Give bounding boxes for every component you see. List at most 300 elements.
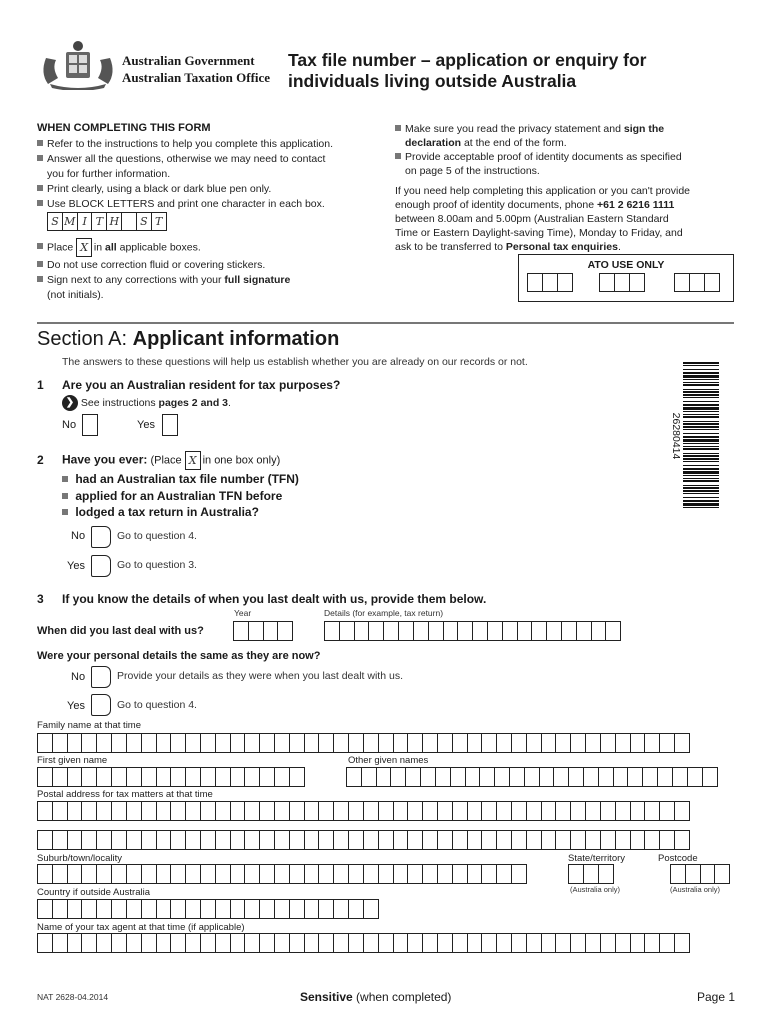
family-name-field[interactable]	[37, 733, 689, 753]
char-box[interactable]	[481, 801, 497, 821]
char-box[interactable]	[333, 933, 349, 953]
char-box[interactable]	[600, 933, 616, 953]
char-box[interactable]	[615, 830, 631, 850]
char-box[interactable]	[570, 733, 586, 753]
char-box[interactable]	[659, 801, 675, 821]
char-box[interactable]	[318, 830, 334, 850]
char-box[interactable]	[378, 830, 394, 850]
char-box[interactable]	[428, 621, 444, 641]
char-box[interactable]	[141, 767, 157, 787]
char-box[interactable]	[407, 733, 423, 753]
char-box[interactable]	[170, 830, 186, 850]
char-box[interactable]	[467, 830, 483, 850]
char-box[interactable]	[230, 864, 246, 884]
char-box[interactable]	[570, 933, 586, 953]
postal-address-line2[interactable]	[37, 830, 689, 850]
char-box[interactable]	[37, 830, 53, 850]
char-box[interactable]	[644, 733, 660, 753]
char-box[interactable]	[674, 830, 690, 850]
char-box[interactable]	[339, 621, 355, 641]
char-box[interactable]	[170, 864, 186, 884]
char-box[interactable]	[37, 767, 53, 787]
char-box[interactable]	[52, 733, 68, 753]
char-box[interactable]	[215, 864, 231, 884]
char-box[interactable]	[141, 899, 157, 919]
char-box[interactable]	[274, 933, 290, 953]
char-box[interactable]	[348, 830, 364, 850]
char-box[interactable]	[378, 801, 394, 821]
char-box[interactable]	[170, 767, 186, 787]
char-box[interactable]	[555, 830, 571, 850]
char-box[interactable]	[126, 767, 142, 787]
char-box[interactable]	[304, 801, 320, 821]
char-box[interactable]	[511, 733, 527, 753]
char-box[interactable]	[657, 767, 673, 787]
char-box[interactable]	[274, 767, 290, 787]
char-box[interactable]	[467, 933, 483, 953]
char-box[interactable]	[274, 864, 290, 884]
char-box[interactable]	[96, 899, 112, 919]
char-box[interactable]	[318, 733, 334, 753]
char-box[interactable]	[170, 899, 186, 919]
char-box[interactable]	[443, 621, 459, 641]
char-box[interactable]	[348, 864, 364, 884]
char-box[interactable]	[452, 801, 468, 821]
q1-yes-checkbox[interactable]	[162, 414, 178, 436]
char-box[interactable]	[333, 733, 349, 753]
char-box[interactable]	[541, 801, 557, 821]
char-box[interactable]	[435, 767, 451, 787]
postal-address-line1[interactable]	[37, 801, 689, 821]
char-box[interactable]	[615, 933, 631, 953]
char-box[interactable]	[644, 830, 660, 850]
char-box[interactable]	[126, 899, 142, 919]
char-box[interactable]	[304, 864, 320, 884]
char-box[interactable]	[555, 733, 571, 753]
char-box[interactable]	[324, 621, 340, 641]
char-box[interactable]	[289, 933, 305, 953]
char-box[interactable]	[553, 767, 569, 787]
char-box[interactable]	[598, 864, 614, 884]
char-box[interactable]	[407, 933, 423, 953]
char-box[interactable]	[141, 830, 157, 850]
char-box[interactable]	[111, 830, 127, 850]
char-box[interactable]	[96, 933, 112, 953]
char-box[interactable]	[576, 621, 592, 641]
char-box[interactable]	[259, 830, 275, 850]
char-box[interactable]	[141, 864, 157, 884]
char-box[interactable]	[393, 733, 409, 753]
char-box[interactable]	[644, 801, 660, 821]
char-box[interactable]	[568, 864, 584, 884]
char-box[interactable]	[393, 864, 409, 884]
char-box[interactable]	[185, 733, 201, 753]
char-box[interactable]	[591, 621, 607, 641]
q3-year-field[interactable]	[233, 621, 292, 641]
char-box[interactable]	[170, 801, 186, 821]
char-box[interactable]	[585, 733, 601, 753]
char-box[interactable]	[511, 864, 527, 884]
char-box[interactable]	[481, 830, 497, 850]
char-box[interactable]	[700, 864, 716, 884]
char-box[interactable]	[346, 767, 362, 787]
char-box[interactable]	[111, 933, 127, 953]
char-box[interactable]	[259, 899, 275, 919]
char-box[interactable]	[368, 621, 384, 641]
char-box[interactable]	[422, 830, 438, 850]
char-box[interactable]	[407, 864, 423, 884]
char-box[interactable]	[630, 801, 646, 821]
char-box[interactable]	[244, 801, 260, 821]
char-box[interactable]	[81, 864, 97, 884]
char-box[interactable]	[52, 933, 68, 953]
char-box[interactable]	[437, 933, 453, 953]
char-box[interactable]	[393, 830, 409, 850]
char-box[interactable]	[481, 864, 497, 884]
char-box[interactable]	[413, 621, 429, 641]
char-box[interactable]	[230, 899, 246, 919]
char-box[interactable]	[170, 733, 186, 753]
char-box[interactable]	[670, 864, 686, 884]
char-box[interactable]	[615, 733, 631, 753]
char-box[interactable]	[200, 933, 216, 953]
char-box[interactable]	[511, 933, 527, 953]
char-box[interactable]	[363, 899, 379, 919]
char-box[interactable]	[111, 733, 127, 753]
char-box[interactable]	[511, 801, 527, 821]
char-box[interactable]	[496, 830, 512, 850]
char-box[interactable]	[467, 801, 483, 821]
char-box[interactable]	[615, 801, 631, 821]
char-box[interactable]	[244, 733, 260, 753]
char-box[interactable]	[141, 933, 157, 953]
char-box[interactable]	[348, 933, 364, 953]
char-box[interactable]	[672, 767, 688, 787]
char-box[interactable]	[570, 801, 586, 821]
char-box[interactable]	[81, 733, 97, 753]
char-box[interactable]	[583, 864, 599, 884]
char-box[interactable]	[685, 864, 701, 884]
char-box[interactable]	[348, 801, 364, 821]
char-box[interactable]	[390, 767, 406, 787]
char-box[interactable]	[200, 899, 216, 919]
char-box[interactable]	[96, 864, 112, 884]
char-box[interactable]	[509, 767, 525, 787]
char-box[interactable]	[248, 621, 264, 641]
char-box[interactable]	[659, 733, 675, 753]
char-box[interactable]	[702, 767, 718, 787]
char-box[interactable]	[126, 864, 142, 884]
char-box[interactable]	[156, 767, 172, 787]
char-box[interactable]	[422, 933, 438, 953]
char-box[interactable]	[156, 933, 172, 953]
char-box[interactable]	[318, 864, 334, 884]
q3-yes-checkbox[interactable]	[91, 694, 111, 716]
char-box[interactable]	[67, 830, 83, 850]
char-box[interactable]	[472, 621, 488, 641]
char-box[interactable]	[318, 801, 334, 821]
char-box[interactable]	[526, 830, 542, 850]
char-box[interactable]	[230, 830, 246, 850]
char-box[interactable]	[81, 767, 97, 787]
char-box[interactable]	[185, 933, 201, 953]
char-box[interactable]	[52, 830, 68, 850]
char-box[interactable]	[259, 864, 275, 884]
char-box[interactable]	[200, 830, 216, 850]
char-box[interactable]	[517, 621, 533, 641]
char-box[interactable]	[642, 767, 658, 787]
char-box[interactable]	[215, 933, 231, 953]
char-box[interactable]	[526, 933, 542, 953]
char-box[interactable]	[67, 899, 83, 919]
q2-yes-checkbox[interactable]	[91, 555, 111, 577]
char-box[interactable]	[289, 733, 305, 753]
char-box[interactable]	[502, 621, 518, 641]
char-box[interactable]	[333, 864, 349, 884]
char-box[interactable]	[541, 933, 557, 953]
char-box[interactable]	[481, 933, 497, 953]
state-field[interactable]	[568, 864, 612, 884]
q3-no-checkbox[interactable]	[91, 666, 111, 688]
char-box[interactable]	[405, 767, 421, 787]
char-box[interactable]	[630, 830, 646, 850]
char-box[interactable]	[361, 767, 377, 787]
char-box[interactable]	[289, 864, 305, 884]
char-box[interactable]	[96, 767, 112, 787]
char-box[interactable]	[185, 830, 201, 850]
char-box[interactable]	[304, 830, 320, 850]
char-box[interactable]	[289, 899, 305, 919]
char-box[interactable]	[363, 864, 379, 884]
char-box[interactable]	[318, 933, 334, 953]
char-box[interactable]	[452, 933, 468, 953]
char-box[interactable]	[541, 733, 557, 753]
char-box[interactable]	[376, 767, 392, 787]
char-box[interactable]	[156, 801, 172, 821]
char-box[interactable]	[37, 733, 53, 753]
char-box[interactable]	[487, 621, 503, 641]
char-box[interactable]	[378, 864, 394, 884]
char-box[interactable]	[67, 933, 83, 953]
char-box[interactable]	[363, 830, 379, 850]
char-box[interactable]	[450, 767, 466, 787]
char-box[interactable]	[452, 733, 468, 753]
char-box[interactable]	[37, 899, 53, 919]
char-box[interactable]	[407, 830, 423, 850]
char-box[interactable]	[263, 621, 279, 641]
char-box[interactable]	[170, 933, 186, 953]
char-box[interactable]	[289, 830, 305, 850]
char-box[interactable]	[613, 767, 629, 787]
char-box[interactable]	[156, 733, 172, 753]
char-box[interactable]	[605, 621, 621, 641]
char-box[interactable]	[674, 933, 690, 953]
char-box[interactable]	[407, 801, 423, 821]
char-box[interactable]	[494, 767, 510, 787]
char-box[interactable]	[96, 801, 112, 821]
char-box[interactable]	[524, 767, 540, 787]
char-box[interactable]	[465, 767, 481, 787]
char-box[interactable]	[496, 801, 512, 821]
char-box[interactable]	[714, 864, 730, 884]
char-box[interactable]	[81, 933, 97, 953]
char-box[interactable]	[230, 767, 246, 787]
char-box[interactable]	[383, 621, 399, 641]
char-box[interactable]	[561, 621, 577, 641]
char-box[interactable]	[437, 864, 453, 884]
char-box[interactable]	[348, 733, 364, 753]
char-box[interactable]	[452, 830, 468, 850]
char-box[interactable]	[67, 767, 83, 787]
char-box[interactable]	[96, 733, 112, 753]
postcode-field[interactable]	[670, 864, 729, 884]
first-name-field[interactable]	[37, 767, 304, 787]
char-box[interactable]	[244, 864, 260, 884]
char-box[interactable]	[289, 767, 305, 787]
char-box[interactable]	[67, 864, 83, 884]
char-box[interactable]	[185, 801, 201, 821]
char-box[interactable]	[511, 830, 527, 850]
char-box[interactable]	[659, 933, 675, 953]
char-box[interactable]	[126, 933, 142, 953]
char-box[interactable]	[259, 933, 275, 953]
char-box[interactable]	[420, 767, 436, 787]
char-box[interactable]	[81, 899, 97, 919]
char-box[interactable]	[687, 767, 703, 787]
char-box[interactable]	[215, 733, 231, 753]
char-box[interactable]	[52, 899, 68, 919]
char-box[interactable]	[674, 801, 690, 821]
char-box[interactable]	[304, 933, 320, 953]
char-box[interactable]	[185, 864, 201, 884]
char-box[interactable]	[674, 733, 690, 753]
char-box[interactable]	[126, 830, 142, 850]
char-box[interactable]	[555, 801, 571, 821]
char-box[interactable]	[289, 801, 305, 821]
char-box[interactable]	[333, 801, 349, 821]
char-box[interactable]	[598, 767, 614, 787]
char-box[interactable]	[230, 733, 246, 753]
char-box[interactable]	[585, 801, 601, 821]
char-box[interactable]	[467, 864, 483, 884]
char-box[interactable]	[526, 733, 542, 753]
char-box[interactable]	[230, 801, 246, 821]
char-box[interactable]	[67, 801, 83, 821]
char-box[interactable]	[67, 733, 83, 753]
char-box[interactable]	[333, 899, 349, 919]
char-box[interactable]	[274, 899, 290, 919]
char-box[interactable]	[244, 767, 260, 787]
char-box[interactable]	[363, 801, 379, 821]
char-box[interactable]	[318, 899, 334, 919]
char-box[interactable]	[437, 830, 453, 850]
char-box[interactable]	[200, 767, 216, 787]
char-box[interactable]	[600, 733, 616, 753]
char-box[interactable]	[496, 733, 512, 753]
char-box[interactable]	[630, 933, 646, 953]
char-box[interactable]	[156, 864, 172, 884]
char-box[interactable]	[274, 733, 290, 753]
char-box[interactable]	[215, 830, 231, 850]
char-box[interactable]	[393, 801, 409, 821]
char-box[interactable]	[304, 733, 320, 753]
char-box[interactable]	[378, 733, 394, 753]
char-box[interactable]	[526, 801, 542, 821]
char-box[interactable]	[37, 801, 53, 821]
char-box[interactable]	[378, 933, 394, 953]
char-box[interactable]	[541, 830, 557, 850]
char-box[interactable]	[422, 801, 438, 821]
char-box[interactable]	[496, 864, 512, 884]
char-box[interactable]	[600, 830, 616, 850]
char-box[interactable]	[200, 801, 216, 821]
char-box[interactable]	[244, 830, 260, 850]
char-box[interactable]	[111, 899, 127, 919]
char-box[interactable]	[259, 733, 275, 753]
char-box[interactable]	[156, 830, 172, 850]
char-box[interactable]	[111, 801, 127, 821]
char-box[interactable]	[52, 801, 68, 821]
char-box[interactable]	[277, 621, 293, 641]
char-box[interactable]	[481, 733, 497, 753]
char-box[interactable]	[215, 767, 231, 787]
tax-agent-field[interactable]	[37, 933, 689, 953]
char-box[interactable]	[659, 830, 675, 850]
char-box[interactable]	[422, 864, 438, 884]
char-box[interactable]	[259, 767, 275, 787]
char-box[interactable]	[452, 864, 468, 884]
char-box[interactable]	[111, 864, 127, 884]
char-box[interactable]	[304, 899, 320, 919]
char-box[interactable]	[126, 733, 142, 753]
char-box[interactable]	[568, 767, 584, 787]
char-box[interactable]	[479, 767, 495, 787]
char-box[interactable]	[244, 899, 260, 919]
char-box[interactable]	[259, 801, 275, 821]
char-box[interactable]	[354, 621, 370, 641]
char-box[interactable]	[52, 767, 68, 787]
char-box[interactable]	[496, 933, 512, 953]
char-box[interactable]	[600, 801, 616, 821]
char-box[interactable]	[630, 733, 646, 753]
char-box[interactable]	[457, 621, 473, 641]
char-box[interactable]	[141, 801, 157, 821]
char-box[interactable]	[185, 899, 201, 919]
char-box[interactable]	[585, 830, 601, 850]
char-box[interactable]	[363, 933, 379, 953]
char-box[interactable]	[215, 899, 231, 919]
char-box[interactable]	[274, 830, 290, 850]
char-box[interactable]	[467, 733, 483, 753]
char-box[interactable]	[627, 767, 643, 787]
char-box[interactable]	[156, 899, 172, 919]
char-box[interactable]	[437, 733, 453, 753]
char-box[interactable]	[333, 830, 349, 850]
char-box[interactable]	[141, 733, 157, 753]
char-box[interactable]	[348, 899, 364, 919]
char-box[interactable]	[570, 830, 586, 850]
char-box[interactable]	[37, 864, 53, 884]
char-box[interactable]	[585, 933, 601, 953]
char-box[interactable]	[437, 801, 453, 821]
char-box[interactable]	[539, 767, 555, 787]
char-box[interactable]	[555, 933, 571, 953]
char-box[interactable]	[52, 864, 68, 884]
char-box[interactable]	[230, 933, 246, 953]
country-field[interactable]	[37, 899, 378, 919]
char-box[interactable]	[583, 767, 599, 787]
char-box[interactable]	[200, 864, 216, 884]
